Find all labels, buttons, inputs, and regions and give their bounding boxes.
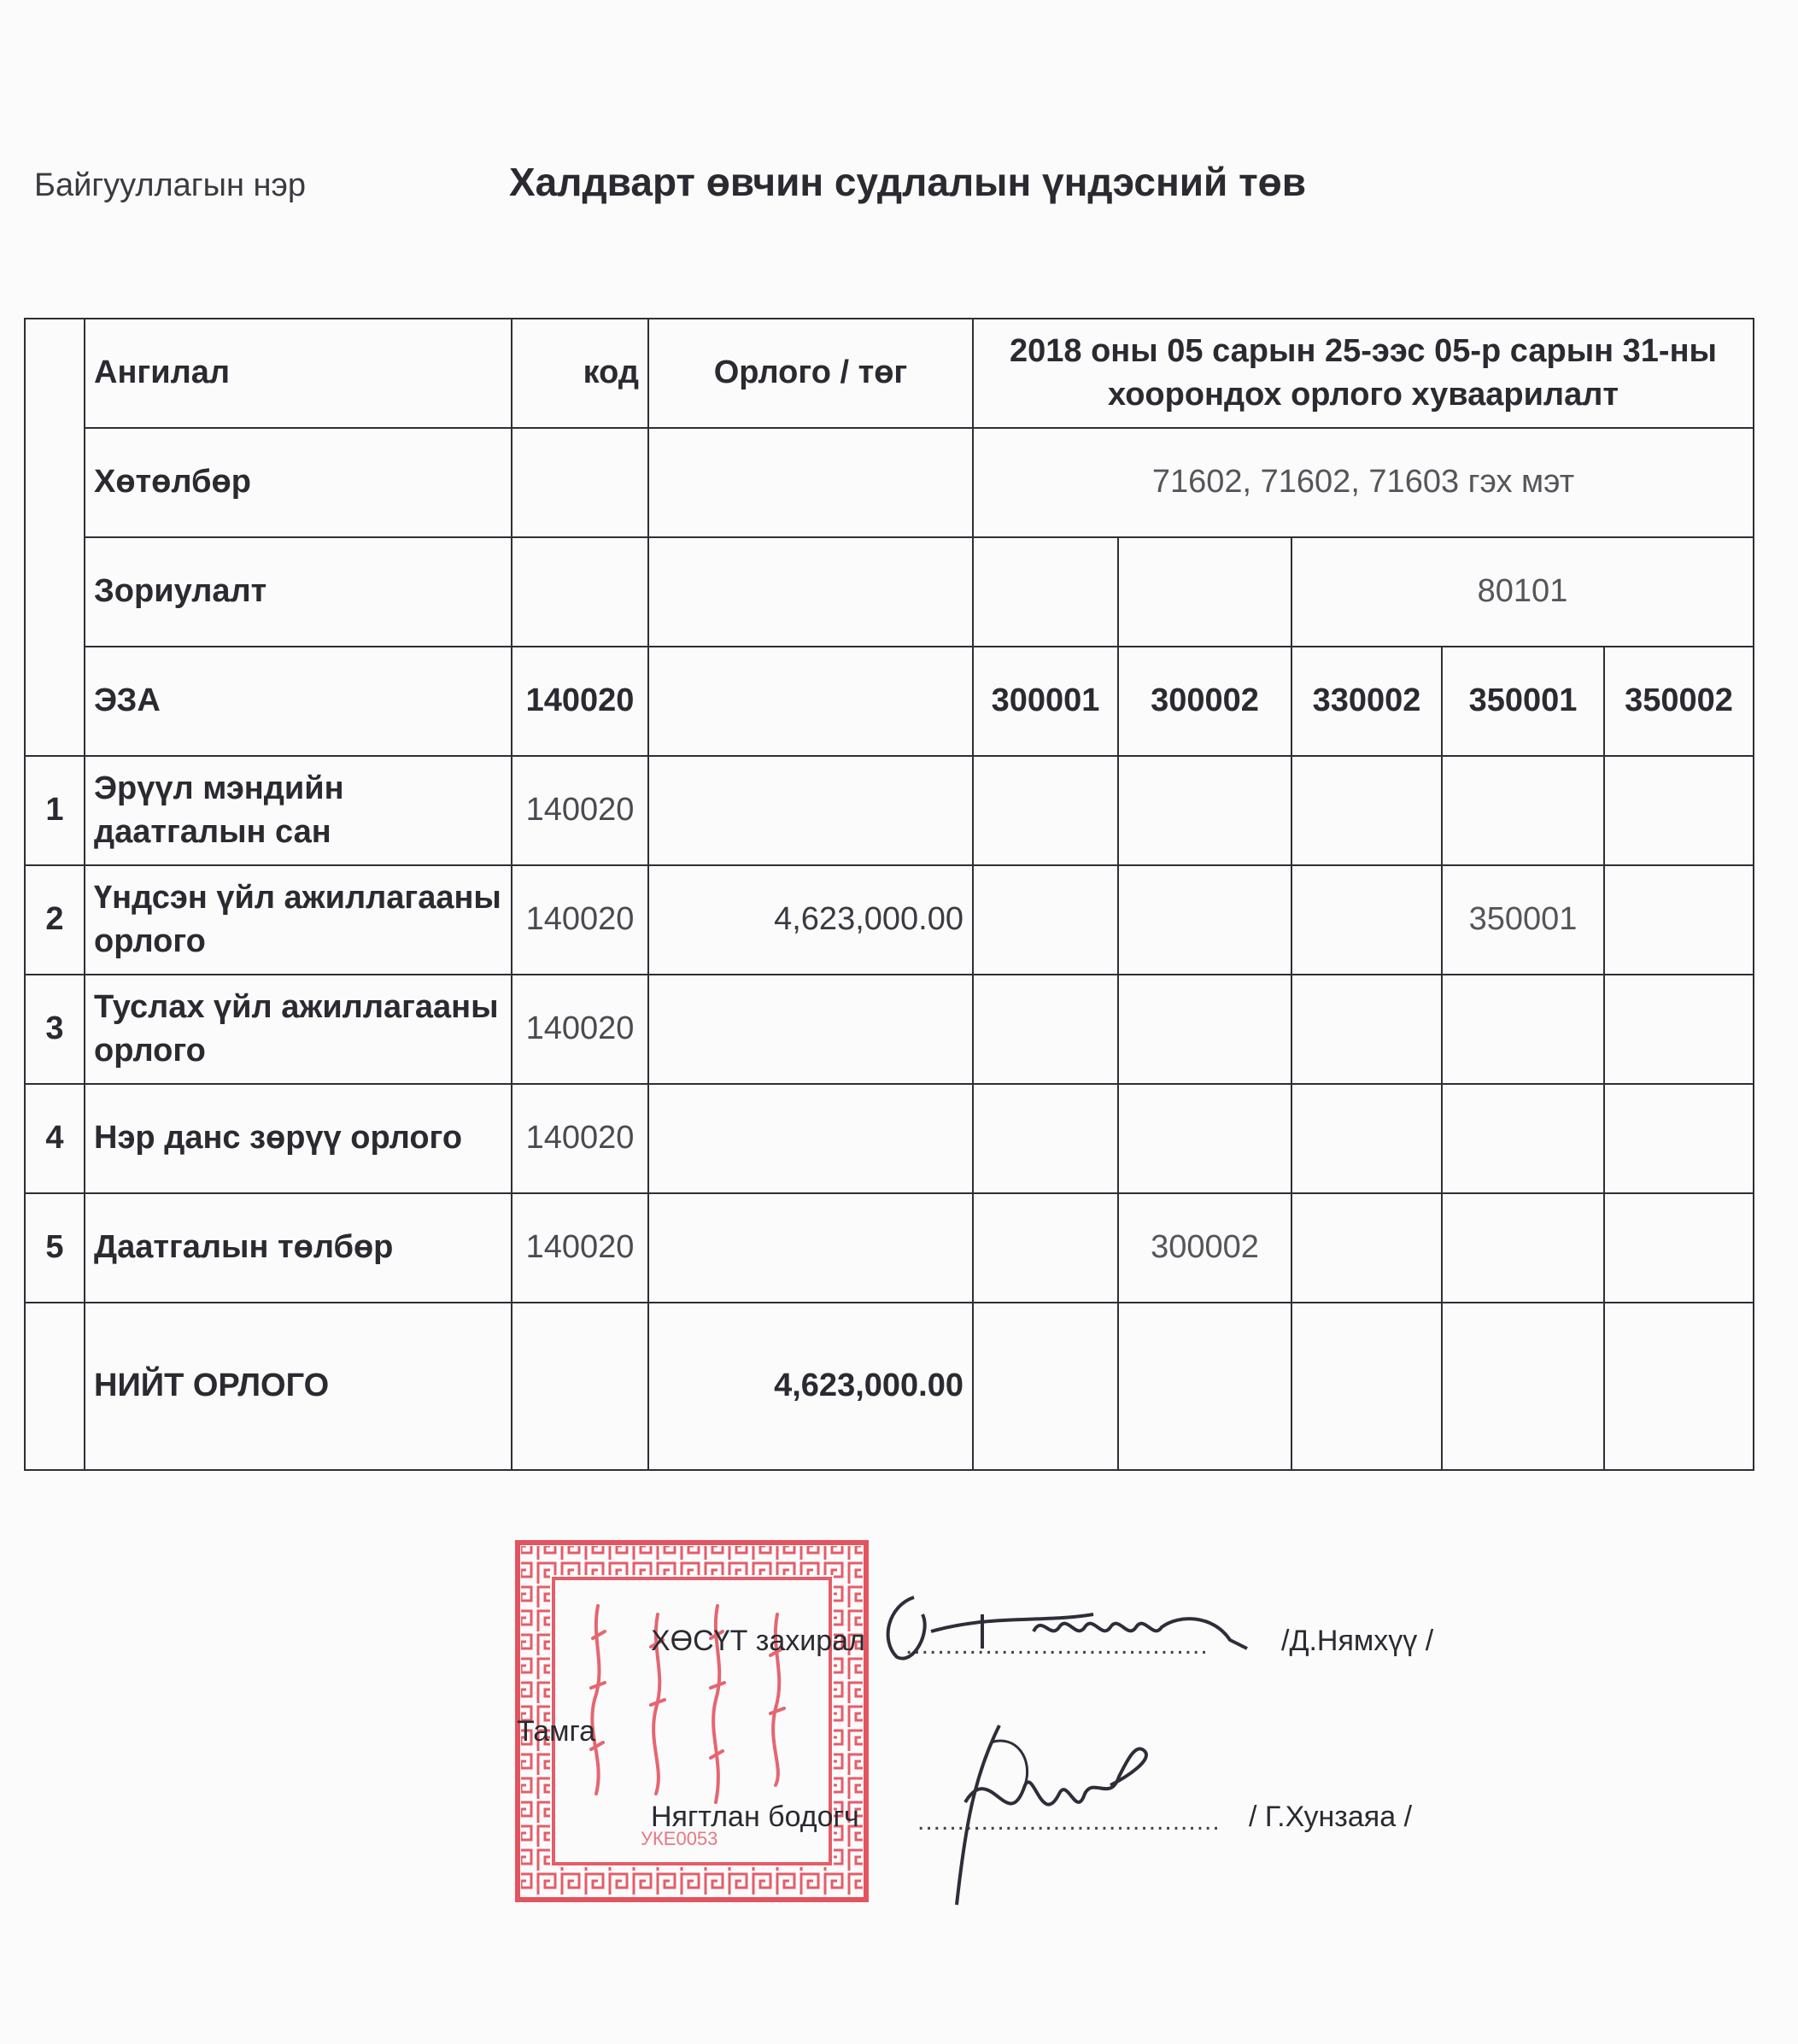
total-alloc-1 (973, 1303, 1118, 1470)
row-number-header (25, 319, 85, 756)
row-amount (648, 756, 973, 865)
row-alloc-5 (1604, 865, 1754, 975)
row-alloc-3 (1291, 756, 1442, 865)
table-row (25, 1084, 1754, 1193)
row-name: Туслах үйл ажиллагааны орлого (85, 975, 512, 1084)
eza-label: ЭЗА (85, 647, 512, 756)
total-amount: 4,623,000.00 (648, 1303, 973, 1470)
row-alloc-1 (973, 865, 1118, 975)
director-signature (871, 1580, 1264, 1683)
eza-code-1: 300001 (973, 647, 1118, 756)
organization-name: Халдварт өвчин судлалын үндэсний төв (509, 160, 1306, 204)
row-alloc-5 (1604, 1084, 1754, 1193)
row-number: 5 (25, 1193, 85, 1303)
row-alloc-2 (1118, 1084, 1291, 1193)
table-header-row (25, 319, 1754, 428)
accountant-signature (940, 1708, 1162, 1922)
director-title: ХӨСҮТ захирал (651, 1625, 865, 1657)
purpose-income-cell (648, 537, 973, 647)
stamp-label: Тамга (517, 1715, 596, 1748)
eza-code-4: 350001 (1442, 647, 1604, 756)
eza-code-2: 300002 (1118, 647, 1291, 756)
row-amount (648, 1193, 973, 1303)
program-label: Хөтөлбөр (85, 428, 512, 537)
purpose-label: Зориулалт (85, 537, 512, 647)
row-amount (648, 975, 973, 1084)
row-alloc-2 (1118, 756, 1291, 865)
program-value: 71602, 71602, 71603 гэх мэт (973, 428, 1754, 537)
row-alloc-1 (973, 975, 1118, 1084)
director-name: /Д.Нямхүү / (1281, 1625, 1434, 1657)
row-alloc-1 (973, 1084, 1118, 1193)
accountant-title: Нягтлан бодогч (651, 1801, 859, 1833)
table-row (25, 756, 1754, 865)
table-row (25, 975, 1754, 1084)
purpose-cell-2 (1118, 537, 1291, 647)
row-code: 140020 (512, 756, 648, 865)
row-name: Эрүүл мэндийн даатгалын сан (85, 756, 512, 865)
total-row (25, 1303, 1754, 1470)
column-header-period: 2018 оны 05 сарын 25-ээс 05-р сарын 31-ны хоорондох орлого хуваарилалт (973, 319, 1754, 428)
stamp-code: УКЕ0053 (641, 1828, 718, 1849)
row-alloc-3 (1291, 1084, 1442, 1193)
row-amount (648, 1084, 973, 1193)
row-alloc-4: 350001 (1442, 865, 1604, 975)
eza-code-5: 350002 (1604, 647, 1754, 756)
total-code-cell (512, 1303, 648, 1470)
eza-row (25, 647, 1754, 756)
income-distribution-table (24, 318, 1754, 1471)
total-alloc-5 (1604, 1303, 1754, 1470)
row-number: 3 (25, 975, 85, 1084)
row-alloc-5 (1604, 975, 1754, 1084)
total-alloc-3 (1291, 1303, 1442, 1470)
eza-code: 140020 (512, 647, 648, 756)
row-code: 140020 (512, 865, 648, 975)
row-number: 2 (25, 865, 85, 975)
accountant-signature-line: ...................................... (917, 1807, 1221, 1836)
column-header-code: код (512, 319, 648, 428)
total-alloc-4 (1442, 1303, 1604, 1470)
row-name: Үндсэн үйл ажиллагааны орлого (85, 865, 512, 975)
total-number-cell (25, 1303, 85, 1470)
total-label: НИЙТ ОРЛОГО (85, 1303, 512, 1470)
purpose-row (25, 537, 1754, 647)
accountant-name: / Г.Хунзаяа / (1249, 1801, 1413, 1833)
eza-code-3: 330002 (1291, 647, 1442, 756)
row-alloc-4 (1442, 975, 1604, 1084)
row-alloc-5 (1604, 1193, 1754, 1303)
director-signature-line: ...................................... (905, 1631, 1209, 1660)
row-amount: 4,623,000.00 (648, 865, 973, 975)
row-alloc-1 (973, 1193, 1118, 1303)
row-code: 140020 (512, 975, 648, 1084)
table-row (25, 1193, 1754, 1303)
row-name: Даатгалын төлбөр (85, 1193, 512, 1303)
row-alloc-4 (1442, 1193, 1604, 1303)
row-alloc-1 (973, 756, 1118, 865)
program-row (25, 428, 1754, 537)
row-alloc-2: 300002 (1118, 1193, 1291, 1303)
row-number: 1 (25, 756, 85, 865)
row-code: 140020 (512, 1193, 648, 1303)
purpose-value: 80101 (1291, 537, 1754, 647)
row-code: 140020 (512, 1084, 648, 1193)
eza-income-cell (648, 647, 973, 756)
purpose-cell-1 (973, 537, 1118, 647)
row-alloc-2 (1118, 975, 1291, 1084)
table-row (25, 865, 1754, 975)
organization-label: Байгууллагын нэр (34, 167, 307, 203)
row-alloc-4 (1442, 756, 1604, 865)
row-alloc-3 (1291, 865, 1442, 975)
row-alloc-4 (1442, 1084, 1604, 1193)
column-header-category: Ангилал (85, 319, 512, 428)
row-name: Нэр данс зөрүү орлого (85, 1084, 512, 1193)
total-alloc-2 (1118, 1303, 1291, 1470)
column-header-income: Орлого / төг (648, 319, 973, 428)
program-income-cell (648, 428, 973, 537)
row-alloc-3 (1291, 1193, 1442, 1303)
row-alloc-2 (1118, 865, 1291, 975)
purpose-code-cell (512, 537, 648, 647)
row-alloc-5 (1604, 756, 1754, 865)
row-alloc-3 (1291, 975, 1442, 1084)
program-code-cell (512, 428, 648, 537)
row-number: 4 (25, 1084, 85, 1193)
